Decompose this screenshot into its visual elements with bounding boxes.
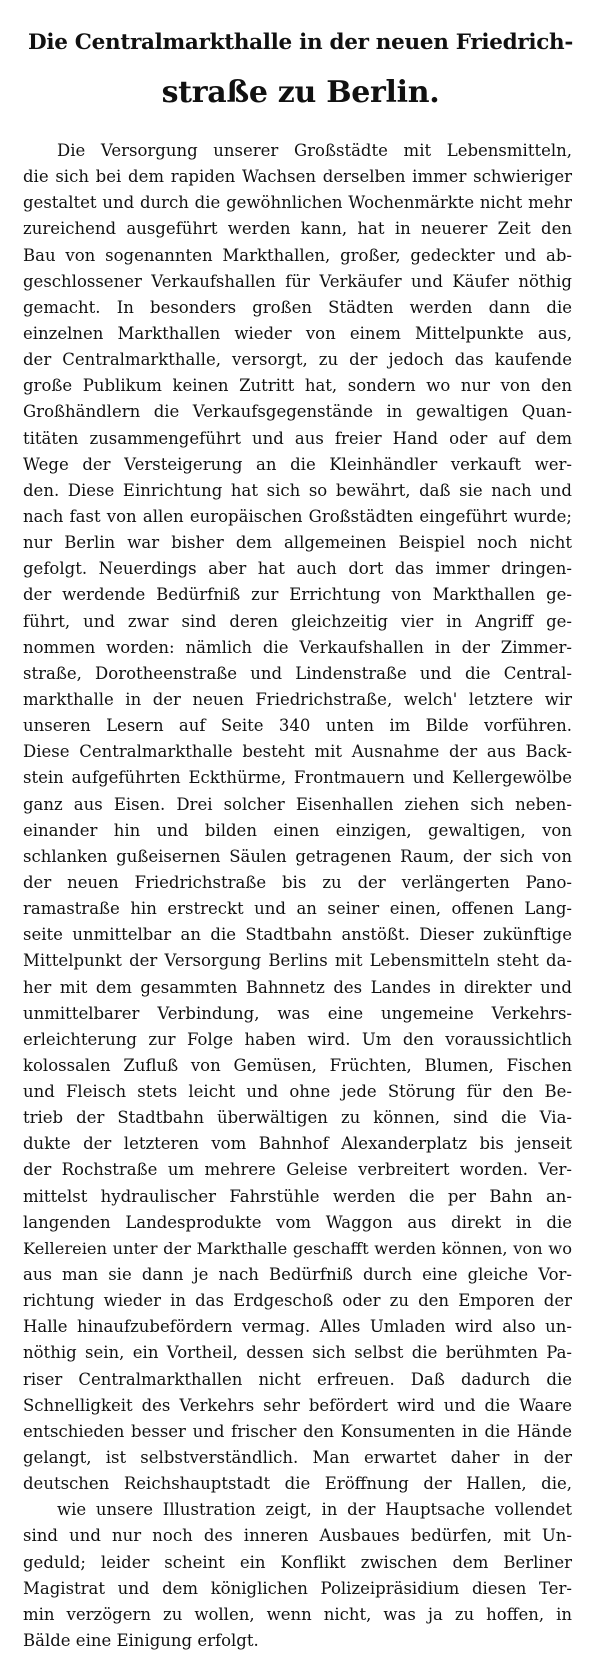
body-line: straße, Dorotheenstraße und Lindenstraße und die Central- xyxy=(23,663,572,683)
body-line: Diese Centralmarkthalle besteht mit Ausnahme der aus Back- xyxy=(23,742,572,762)
body-line: Kellereien unter der Markthalle geschafft werden können, von wo xyxy=(23,1238,572,1258)
body-line: nur Berlin war bisher dem allgemeinen Beispiel noch nicht xyxy=(23,533,572,553)
body-line: den. Diese Einrichtung hat sich so bewährt, daß sie nach und xyxy=(23,480,572,500)
body-line: einzelnen Markthallen wieder von einem Mittelpunkte aus, xyxy=(23,323,572,343)
article-title-line-1: Die Centralmarkthalle in der neuen Friedrich- xyxy=(28,30,573,55)
body-line: richtung wieder in das Erdgeschoß oder zu den Emporen der xyxy=(23,1291,572,1311)
body-line: zureichend ausgeführt werden kann, hat in neuerer Zeit den xyxy=(23,219,572,239)
body-line: seite unmittelbar an die Stadtbahn anstößt. Dieser zukünftige xyxy=(23,925,572,945)
body-line: langenden Landesprodukte vom Waggon aus direkt in die xyxy=(23,1212,572,1232)
body-line: min verzögern zu wollen, wenn nicht, was ja zu hoffen, in xyxy=(23,1604,572,1624)
body-line: große Publikum keinen Zutritt hat, sondern wo nur von den xyxy=(23,376,572,396)
body-line: gemacht. In besonders großen Städten werden dann die xyxy=(23,297,572,317)
body-line: der neuen Friedrichstraße bis zu der verlängerten Pano- xyxy=(23,872,572,892)
body-line: her mit dem gesammten Bahnnetz des Landes in direkter und xyxy=(23,977,572,997)
body-line: erleichterung zur Folge haben wird. Um den voraussichtlich xyxy=(23,1029,572,1049)
body-line: einander hin und bilden einen einzigen, gewaltigen, von xyxy=(23,820,572,840)
body-line: kolossalen Zufluß von Gemüsen, Früchten, Blumen, Fischen xyxy=(23,1055,572,1075)
body-line: Magistrat und dem königlichen Polizeipräsidium diesen Ter- xyxy=(23,1578,572,1598)
body-line: markthalle in der neuen Friedrichstraße, welch' letztere wir xyxy=(23,689,572,709)
body-line: gelangt, ist selbstverständlich. Man erwartet daher in der xyxy=(23,1448,572,1468)
body-line: nommen worden: nämlich die Verkaufshallen in der Zimmer- xyxy=(23,637,572,657)
body-line: unmittelbarer Verbindung, was eine ungemeine Verkehrs- xyxy=(23,1003,572,1023)
body-line: titäten zusammengeführt und aus freier Hand oder auf dem xyxy=(23,428,572,448)
body-line: der werdende Bedürfniß zur Errichtung von Markthallen ge- xyxy=(23,585,572,605)
body-line: stein aufgeführten Eckthürme, Frontmauern und Kellergewölbe xyxy=(23,768,572,788)
body-line: Bälde eine Einigung erfolgt. xyxy=(23,1631,259,1651)
body-line: der Centralmarkthalle, versorgt, zu der jedoch das kaufende xyxy=(23,350,572,370)
article-title-line-2: straße zu Berlin. xyxy=(161,75,440,110)
body-line: Halle hinaufzubefördern vermag. Alles Umladen wird also un- xyxy=(23,1317,572,1337)
body-line: Schnelligkeit des Verkehrs sehr befördert wird und die Waare xyxy=(23,1395,572,1415)
body-line: und Fleisch stets leicht und ohne jede Störung für den Be- xyxy=(23,1082,572,1102)
body-line: geduld; leider scheint ein Konflikt zwischen dem Berliner xyxy=(23,1552,572,1572)
body-line: Mittelpunkt der Versorgung Berlins mit Lebensmitteln steht da- xyxy=(23,951,572,971)
body-line: führt, und zwar sind deren gleichzeitig vier in Angriff ge- xyxy=(23,611,572,631)
body-line: riser Centralmarkthallen nicht erfreuen. Daß dadurch die xyxy=(23,1369,572,1389)
body-line: Wege der Versteigerung an die Kleinhändler verkauft wer- xyxy=(23,454,572,474)
body-line: aus man sie dann je nach Bedürfniß durch eine gleiche Vor- xyxy=(23,1265,572,1285)
body-line: deutschen Reichshauptstadt die Eröffnung der Hallen, die, xyxy=(23,1474,572,1494)
body-line: gefolgt. Neuerdings aber hat auch dort das immer dringen- xyxy=(23,559,572,579)
body-line: nöthig sein, ein Vortheil, dessen sich selbst die berühmten Pa- xyxy=(23,1343,572,1363)
body-line: sind und nur noch des inneren Ausbaues bedürfen, mit Un- xyxy=(23,1526,572,1546)
body-line: unseren Lesern auf Seite 340 unten im Bilde vorführen. xyxy=(23,716,572,736)
body-line: geschlossener Verkaufshallen für Verkäufer und Käufer nöthig xyxy=(23,271,572,291)
body-line: gestaltet und durch die gewöhnlichen Wochenmärkte nicht mehr xyxy=(23,193,572,213)
body-line: entschieden besser und frischer den Konsumenten in die Hände xyxy=(23,1421,572,1441)
body-line: Großhändlern die Verkaufsgegenstände in gewaltigen Quan- xyxy=(23,402,572,422)
body-line: der Rochstraße um mehrere Geleise verbreitert worden. Ver- xyxy=(23,1160,572,1180)
body-line: mittelst hydraulischer Fahrstühle werden die per Bahn an- xyxy=(23,1186,572,1206)
article-body xyxy=(23,138,572,1654)
body-line: ganz aus Eisen. Drei solcher Eisenhallen ziehen sich neben- xyxy=(23,794,572,814)
body-line: Bau von sogenannten Markthallen, großer, gedeckter und ab- xyxy=(23,245,572,265)
body-line: dukte der letzteren vom Bahnhof Alexanderplatz bis jenseit xyxy=(23,1134,572,1154)
body-line: nach fast von allen europäischen Großstädten eingeführt wurde; xyxy=(23,506,572,526)
body-line: die sich bei dem rapiden Wachsen derselben immer schwieriger xyxy=(23,167,572,187)
body-line: schlanken gußeisernen Säulen getragenen Raum, der sich von xyxy=(23,846,572,866)
body-line: trieb der Stadtbahn überwältigen zu können, sind die Via- xyxy=(23,1108,572,1128)
body-line: wie unsere Illustration zeigt, in der Hauptsache vollendet xyxy=(57,1500,572,1520)
body-line: Die Versorgung unserer Großstädte mit Lebensmitteln, xyxy=(57,141,572,160)
body-line: ramastraße hin erstreckt und an seiner einen, offenen Lang- xyxy=(23,899,572,919)
